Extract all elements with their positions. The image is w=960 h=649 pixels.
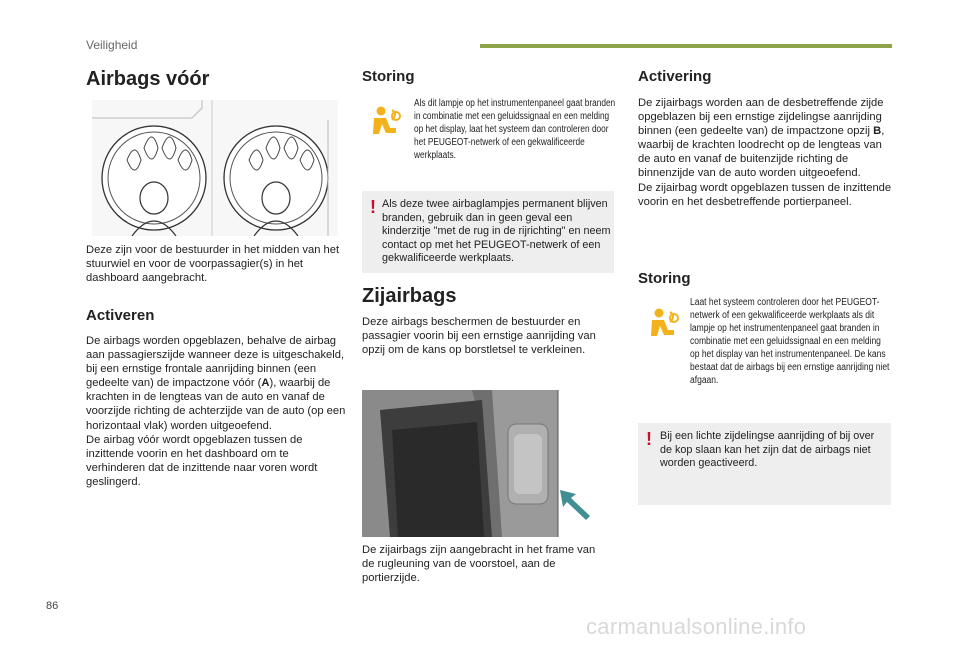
activeren-text-post: ), waarbij de krachten in de lengteas van de auto en vanaf de voorzijde richting de achterzijde van de auto (op een horizontaal vlak) worden uitgeoefend.	[86, 377, 346, 432]
front-airbag-illustration	[92, 100, 338, 236]
zone-b-label: B	[873, 125, 882, 138]
warning-side-text: Bij een lichte zijdelingse aanrijding of bij over de kop slaan kan het zijn dat de airbags niet worden geactiveerd.	[660, 430, 875, 470]
zijairbags-text: Deze airbags beschermen de bestuurder en passagier voorin bij een ernstige aanrijding van opzij om de kans op borstletsel te verkleinen.	[362, 316, 596, 357]
heading-storing-front: Storing	[362, 68, 415, 85]
airbag-warning-icon	[366, 104, 404, 136]
activering-text-2: De zijairbag wordt opgeblazen tussen de inzittende voorin en het desbetreffende portierpaneel.	[638, 181, 892, 208]
warning-front-text: Als deze twee airbaglampjes permanent blijven branden, gebruik dan in geen geval een kinderzitje "met de rug in de rijrichting" en neem contact op met het PEUGEOT-netwerk of een gekwalificeerde werkplaats.	[382, 198, 611, 265]
zone-a-label: A	[261, 377, 270, 390]
heading-activeren: Activeren	[86, 307, 155, 324]
front-airbag-intro: Deze zijn voor de bestuurder in het midden van het stuurwiel en voor de voorpassagier(s) in het dashboard aangebracht.	[86, 244, 340, 285]
section-label: Veiligheid	[86, 38, 138, 52]
title-airbags-voor: Airbags vóór	[86, 68, 210, 90]
header-accent-bar	[480, 44, 892, 48]
page-number: 86	[46, 600, 59, 612]
heading-storing-side: Storing	[638, 270, 691, 287]
activeren-text-2: De airbag vóór wordt opgeblazen tussen de inzittende voorin en het dashboard om te verhinderen dat de inzittende naar voren wordt geslingerd.	[86, 433, 318, 488]
storing-front-text: Als dit lampje op het instrumentenpaneel gaat branden in combinatie met een geluidssignaal en een melding op het display, laat het systeem dan controleren door het PEUGEOT-netwerk of een gekwalificeerde werkplaats.	[414, 98, 616, 161]
zijairbags-caption: De zijairbags zijn aangebracht in het frame van de rugleuning van de voorstoel, aan de portierzijde.	[362, 544, 596, 585]
activering-text-post: , waarbij de krachten loodrecht op de lengteas van de auto en vanaf de buitenzijde richting de binnenzijde van de auto worden uitgeoefend.	[638, 125, 885, 180]
heading-activering: Activering	[638, 68, 712, 85]
storing-front-text-wrap	[414, 97, 636, 187]
activering-text-pre: De zijairbags worden aan de desbetreffende zijde opgeblazen bij een ernstige zijdelingse aanrijding binnen (een gedeelte van) de impactzone opzij	[638, 97, 884, 138]
storing-side-text: Laat het systeem controleren door het PEUGEOT-netwerk of een gekwalificeerde werkplaats als dit lampje op het instrumentenpaneel gaat branden in combinatie met een geluidssignaal en een melding op het display van het instrumentenpaneel. De kans bestaat dat de airbags bij een ernstige aanrijding niet afgaan.	[690, 297, 890, 386]
pointer-arrow-icon	[560, 490, 592, 520]
steering-wheel-airbags-image	[92, 100, 338, 236]
airbag-warning-icon	[644, 306, 682, 338]
title-zijairbags: Zijairbags	[362, 285, 457, 307]
side-airbag-illustration	[362, 390, 596, 537]
watermark: carmanualsonline.info	[586, 614, 807, 639]
storing-side-text-wrap	[690, 296, 892, 412]
warning-exclamation-icon: !	[646, 429, 652, 449]
warning-box-front	[362, 191, 614, 273]
activeren-text	[86, 334, 346, 489]
activering-text	[638, 96, 894, 209]
warning-box-side	[638, 423, 891, 505]
warning-exclamation-icon: !	[370, 197, 376, 217]
activeren-text-pre: De airbags worden opgeblazen, behalve de airbag aan passagierszijde wanneer deze is uitgeschakeld, bij een ernstige frontale aanrijding binnen (een gedeelte van) de impactzone vóór (	[86, 335, 345, 390]
